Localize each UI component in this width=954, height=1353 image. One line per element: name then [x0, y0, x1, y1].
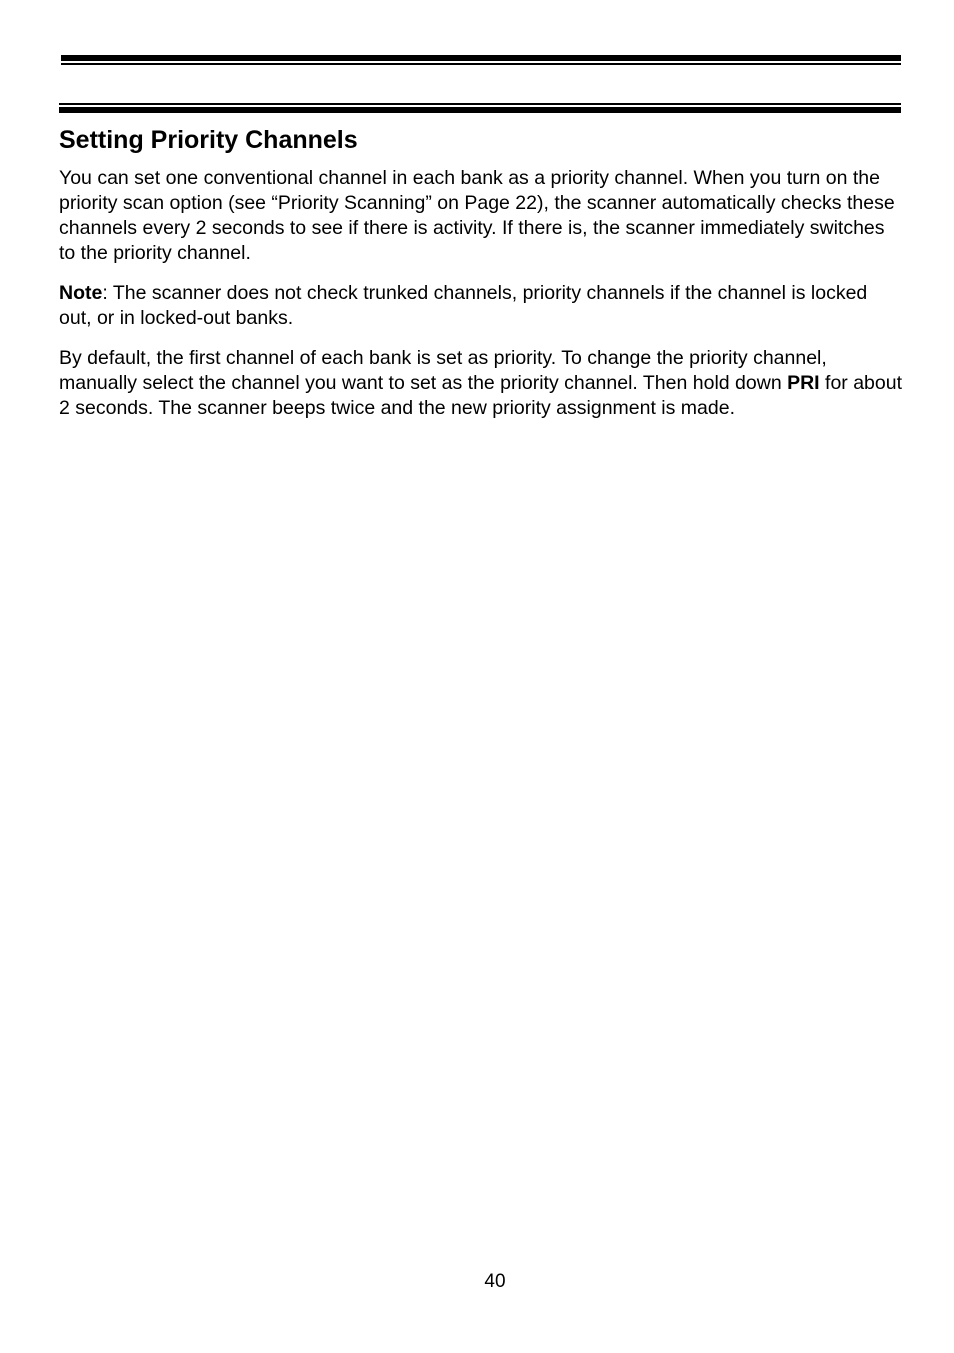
header-rule-thin [61, 63, 901, 65]
pri-key-label: PRI [787, 372, 820, 394]
paragraph-default-before: By default, the first channel of each bank is set as priority. To change the priority channel, manually select the channel you want to set as the priority channel. Then hold down [59, 347, 827, 394]
page-content [59, 124, 904, 436]
header-rule-thick [61, 55, 901, 61]
note-text: : The scanner does not check trunked channels, priority channels if the channel is locked out, or in locked-out banks. [59, 282, 868, 329]
paragraph-default-after: for about 2 seconds. The scanner beeps twice and the new priority assignment is made. [59, 372, 902, 419]
paragraph-note [59, 281, 904, 331]
note-label: Note [59, 282, 103, 304]
page-number: 40 [484, 1271, 506, 1292]
paragraph-default-priority [59, 346, 904, 421]
section-title: Setting Priority Channels [59, 126, 358, 154]
paragraph-intro: You can set one conventional channel in each bank as a priority channel. When you turn on the priority scan option (see “Priority Scanning” on Page 22), the scanner automatically checks these channels every 2 seconds to see if there is activity. If there is, the scanner immediately switches to the priority channel. [59, 167, 895, 264]
section-rule-thin [59, 103, 901, 105]
section-rule-thick [59, 107, 901, 113]
